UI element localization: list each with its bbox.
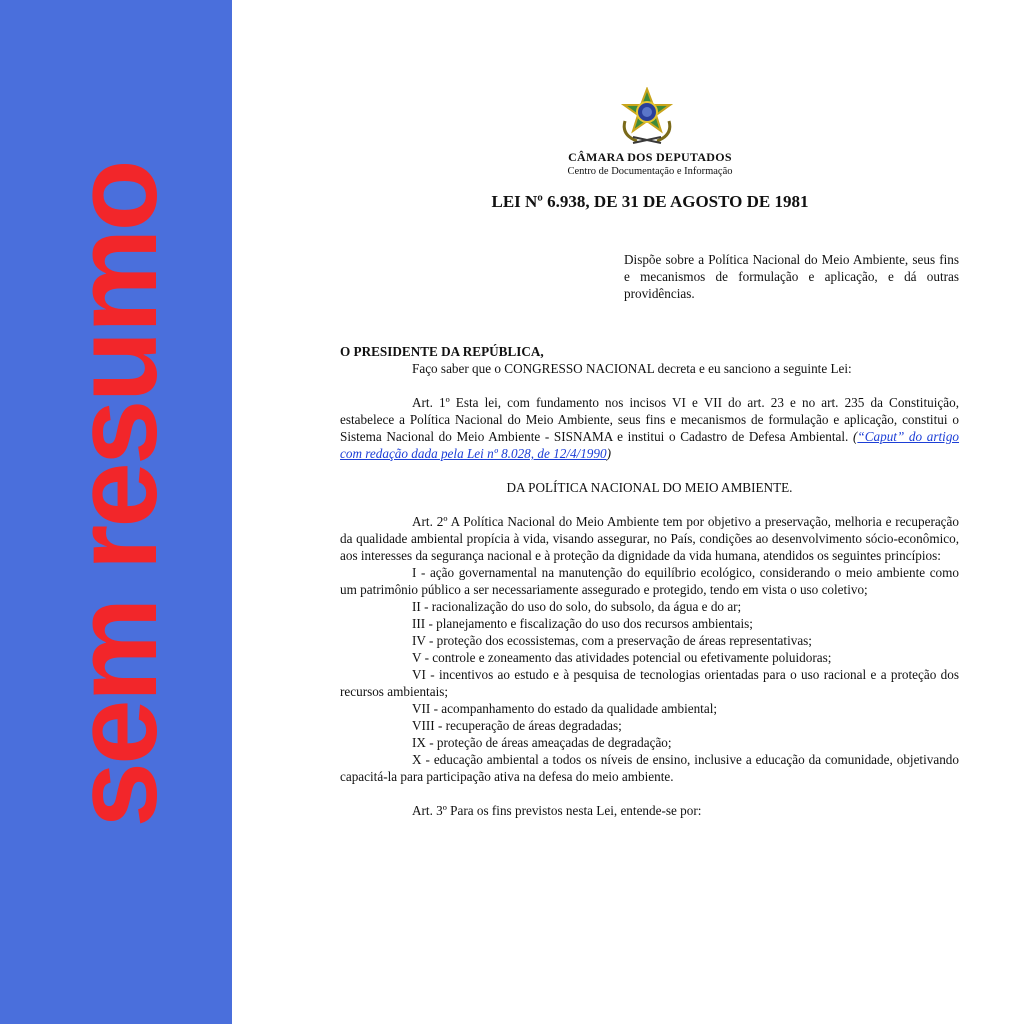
law-ementa: Dispõe sobre a Política Nacional do Meio Ambiente, seus fins e mecanismos de formulação e aplicação, e dá outras providências.	[624, 252, 959, 301]
law-document	[232, 0, 1024, 1024]
list-item: V - controle e zoneamento das atividades potencial ou efetivamente poluidoras;	[412, 650, 832, 665]
list-item: III - planejamento e fiscalização do uso dos recursos ambientais;	[412, 616, 753, 631]
law-title: LEI Nº 6.938, DE 31 DE AGOSTO DE 1981	[491, 192, 809, 211]
law-body	[340, 343, 959, 819]
list-item: II - racionalização do uso do solo, do subsolo, da água e do ar;	[412, 599, 742, 614]
chamber-name: CÂMARA DOS DEPUTADOS	[568, 150, 732, 164]
documentation-center: Centro de Documentação e Informação	[567, 166, 733, 177]
list-item: IV - proteção dos ecossistemas, com a preservação de áreas representativas;	[412, 633, 812, 648]
sidebar-label: sem resumo	[50, 162, 182, 828]
list-item: I - ação governamental na manutenção do equilíbrio ecológico, considerando o meio ambiente como um patrimônio público a ser necessariamente assegurado e protegido, tendo em vista o uso coletivo;	[340, 565, 959, 597]
sidebar-banner	[0, 0, 232, 1024]
amendment-link[interactable]: “Caput” do artigo com redação dada pela Lei nº 8.028, de 12/4/1990	[340, 429, 960, 461]
article-1	[340, 394, 959, 462]
list-item: VI - incentivos ao estudo e à pesquisa de tecnologias orientadas para o uso racional e a proteção dos recursos ambientais;	[340, 667, 959, 699]
article-1-text: Art. 1º Esta lei, com fundamento nos incisos VI e VII do art. 23 e no art. 235 da Constituição, estabelece a Política Nacional do Meio Ambiente, seus fins e mecanismos de formulação e aplicação, constitui o Sistema Nacional do Meio Ambiente - SISNAMA e institui o Cadastro de Defesa Ambiental.	[340, 395, 959, 444]
list-item: VII - acompanhamento do estado da qualidade ambiental;	[412, 701, 718, 716]
preamble-president: O PRESIDENTE DA REPÚBLICA,	[340, 344, 544, 359]
article-3: Art. 3º Para os fins previstos nesta Lei, entende-se por:	[412, 803, 702, 818]
brasao-republica-icon	[615, 87, 679, 145]
amendment-note: (“Caput” do artigo com redação dada pela Lei nº 8.028, de 12/4/1990)	[340, 429, 960, 461]
list-item: X - educação ambiental a todos os níveis de ensino, inclusive a educação da comunidade, objetivando capacitá-la para participação ativa na defesa do meio ambiente.	[340, 752, 959, 784]
section-title: DA POLÍTICA NACIONAL DO MEIO AMBIENTE.	[506, 480, 793, 495]
preamble-decree: Faço saber que o CONGRESSO NACIONAL decreta e eu sanciono a seguinte Lei:	[412, 361, 852, 376]
list-item: IX - proteção de áreas ameaçadas de degradação;	[412, 735, 672, 750]
article-2: Art. 2º A Política Nacional do Meio Ambiente tem por objetivo a preservação, melhoria e recuperação da qualidade ambiental propícia à vida, visando assegurar, no País, condições ao desenvolvimento sócio-econômico, aos interesses da segurança nacional e à proteção da dignidade da vida humana, atendidos os seguintes princípios:	[340, 514, 959, 563]
list-item: VIII - recuperação de áreas degradadas;	[412, 718, 622, 733]
